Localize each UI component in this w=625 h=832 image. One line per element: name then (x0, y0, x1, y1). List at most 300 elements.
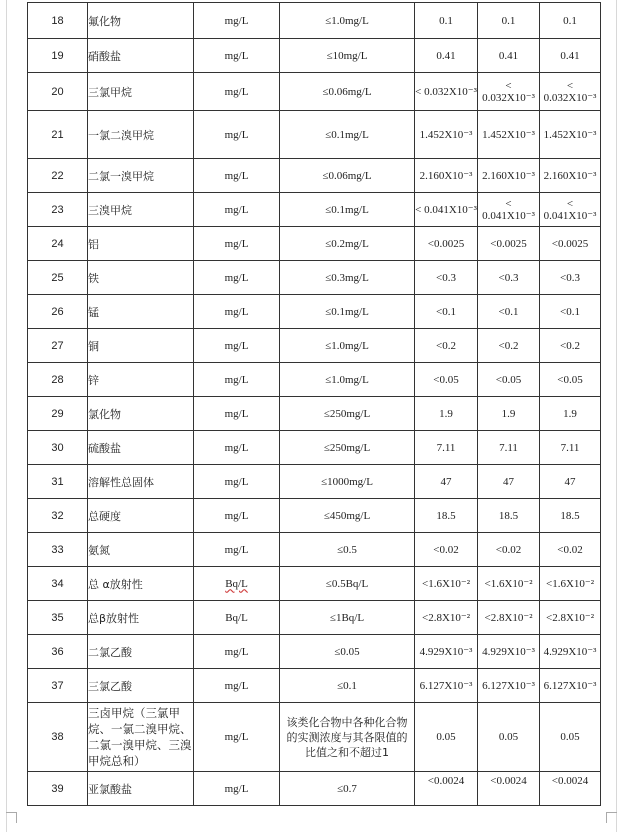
result-value-3-text: <2.8X10⁻² (545, 611, 594, 624)
result-value-2 (478, 431, 540, 465)
result-value-3 (540, 227, 601, 261)
item-name-text: 三氯甲烷 (88, 85, 132, 99)
limit-value-text: ≤1.0mg/L (325, 339, 369, 352)
item-name-text: 硝酸盐 (88, 49, 121, 63)
result-value-2 (478, 703, 540, 772)
limit-value-text: ≤0.5 (337, 543, 357, 556)
limit-value (280, 329, 415, 363)
table-row (28, 431, 601, 465)
row-number (28, 567, 88, 601)
result-value-3-text: 4.929X10⁻³ (543, 645, 597, 658)
result-value-1 (415, 261, 478, 295)
row-number-text: 28 (51, 373, 64, 386)
result-value-3 (540, 111, 601, 159)
row-number-text: 32 (51, 509, 64, 522)
item-name (88, 111, 194, 159)
result-value-3 (540, 669, 601, 703)
limit-value (280, 363, 415, 397)
result-value-1-text: 47 (440, 475, 452, 488)
table-row (28, 329, 601, 363)
result-value-2 (478, 193, 540, 227)
limit-value (280, 295, 415, 329)
unit-text: mg/L (224, 441, 249, 454)
limit-value (280, 772, 415, 806)
result-value-1-text: <0.3 (436, 271, 456, 284)
unit (194, 397, 280, 431)
limit-value-text: ≤0.5Bq/L (325, 577, 369, 590)
unit (194, 533, 280, 567)
result-value-1 (415, 567, 478, 601)
item-name-text: 铝 (88, 237, 99, 251)
result-value-2-text: <0.05 (495, 373, 522, 386)
limit-value (280, 635, 415, 669)
item-name-text: 氨氮 (88, 543, 110, 557)
result-value-1-text: <0.1 (436, 305, 456, 318)
table-row (28, 533, 601, 567)
unit-text: Bq/L (225, 611, 248, 624)
row-number (28, 703, 88, 772)
row-number (28, 431, 88, 465)
result-value-2-text: <0.02 (495, 543, 522, 556)
table-row (28, 3, 601, 39)
item-name-text: 亚氯酸盐 (88, 782, 132, 796)
result-value-2-text: <0.3 (498, 271, 519, 284)
item-name (88, 159, 194, 193)
item-name (88, 533, 194, 567)
row-number-text: 23 (51, 203, 64, 216)
result-value-1-text: 6.127X10⁻³ (419, 679, 473, 692)
result-value-1 (415, 703, 478, 772)
item-name (88, 3, 194, 39)
limit-value-text: ≤0.06mg/L (322, 85, 372, 98)
item-name-text: 总硬度 (88, 509, 121, 523)
item-name-text: 一氯二溴甲烷 (88, 128, 154, 142)
result-value-1 (415, 159, 478, 193)
result-value-2-text: 4.929X10⁻³ (482, 645, 535, 658)
table-row (28, 397, 601, 431)
result-value-1-text: 4.929X10⁻³ (419, 645, 473, 658)
row-number-text: 22 (51, 169, 64, 182)
row-number (28, 329, 88, 363)
result-value-1 (415, 73, 478, 111)
limit-value-text: ≤10mg/L (326, 49, 368, 62)
unit-text: mg/L (224, 85, 249, 98)
limit-value-text: ≤250mg/L (323, 407, 371, 420)
item-name (88, 635, 194, 669)
item-name (88, 329, 194, 363)
limit-value (280, 3, 415, 39)
unit-text: mg/L (224, 305, 249, 318)
result-value-2 (478, 3, 540, 39)
unit (194, 111, 280, 159)
result-value-1 (415, 363, 478, 397)
result-value-1-text: <1.6X10⁻² (421, 577, 470, 590)
result-value-2 (478, 635, 540, 669)
unit (194, 499, 280, 533)
row-number (28, 465, 88, 499)
item-name-text: 硫酸盐 (88, 441, 121, 455)
unit (194, 703, 280, 772)
table-row (28, 363, 601, 397)
row-number (28, 499, 88, 533)
unit (194, 227, 280, 261)
item-name-text: 锰 (88, 305, 99, 319)
row-number (28, 227, 88, 261)
result-value-1-text: 18.5 (436, 509, 456, 522)
result-value-3-text: <0.0025 (551, 237, 589, 250)
row-number (28, 193, 88, 227)
result-value-3-text: 1.9 (563, 407, 577, 420)
limit-value-text: ≤0.05 (334, 645, 360, 658)
row-number-text: 26 (51, 305, 64, 318)
result-value-2 (478, 363, 540, 397)
result-value-2-text: 1.9 (501, 407, 516, 420)
result-value-1 (415, 397, 478, 431)
result-value-3 (540, 39, 601, 73)
limit-value (280, 567, 415, 601)
item-name (88, 567, 194, 601)
item-name (88, 431, 194, 465)
page-corner-marker-left (6, 812, 17, 823)
item-name-text: 二氯一溴甲烷 (88, 169, 154, 183)
limit-value-text: ≤450mg/L (323, 509, 371, 522)
item-name-text: 总 α放射性 (88, 577, 143, 591)
result-value-2 (478, 533, 540, 567)
item-name-text: 二氯乙酸 (88, 645, 132, 659)
result-value-2-text: 0.41 (498, 49, 519, 62)
result-value-2 (478, 261, 540, 295)
limit-value-text: ≤250mg/L (323, 441, 371, 454)
result-value-1 (415, 635, 478, 669)
limit-value (280, 261, 415, 295)
row-number-text: 38 (51, 731, 64, 743)
table-row (28, 39, 601, 73)
row-number (28, 295, 88, 329)
result-value-1 (415, 3, 478, 39)
unit-text: mg/L (224, 475, 249, 488)
result-value-3-text: 0.05 (560, 731, 580, 743)
unit-text: mg/L (224, 49, 249, 62)
row-number (28, 533, 88, 567)
result-value-3-text: <0.2 (560, 339, 580, 352)
result-value-3-text: < 0.041X10⁻³ (543, 197, 597, 222)
unit-text: mg/L (224, 679, 249, 692)
result-value-2 (478, 499, 540, 533)
result-value-3 (540, 159, 601, 193)
result-value-3-text: <0.1 (560, 305, 580, 318)
unit (194, 73, 280, 111)
limit-value-text: ≤0.2mg/L (325, 237, 369, 250)
item-name (88, 73, 194, 111)
table-row (28, 601, 601, 635)
result-value-2-text: <0.0025 (490, 237, 527, 250)
row-number-text: 20 (51, 85, 64, 98)
item-name (88, 193, 194, 227)
result-value-1 (415, 669, 478, 703)
result-value-1 (415, 329, 478, 363)
result-value-2 (478, 227, 540, 261)
result-value-1-text: 7.11 (436, 441, 456, 454)
result-value-2-text: < 0.041X10⁻³ (482, 197, 535, 222)
row-number-text: 33 (51, 543, 64, 556)
item-name (88, 465, 194, 499)
unit-text: mg/L (224, 509, 249, 522)
result-value-1-text: <0.05 (433, 373, 459, 386)
item-name (88, 363, 194, 397)
page-corner-marker-right (606, 812, 617, 823)
result-value-3-text: <0.0024 (551, 775, 589, 787)
table-row (28, 295, 601, 329)
result-value-3-text: 18.5 (560, 509, 580, 522)
item-name (88, 703, 194, 772)
result-value-2 (478, 159, 540, 193)
result-value-2-text: 47 (503, 475, 514, 488)
result-value-2 (478, 567, 540, 601)
result-value-3 (540, 295, 601, 329)
result-value-2 (478, 329, 540, 363)
result-value-1 (415, 499, 478, 533)
result-value-2-text: 1.452X10⁻³ (482, 128, 535, 141)
result-value-3-text: 47 (564, 475, 576, 488)
result-value-2 (478, 669, 540, 703)
result-value-3-text: 7.11 (560, 441, 580, 454)
result-value-2-text: <0.2 (498, 339, 519, 352)
row-number (28, 601, 88, 635)
unit-text: mg/L (224, 373, 249, 386)
result-value-3 (540, 431, 601, 465)
table-row (28, 73, 601, 111)
table-row (28, 499, 601, 533)
item-name (88, 499, 194, 533)
result-value-3-text: 0.41 (560, 49, 580, 62)
result-value-1-text: 0.1 (439, 14, 453, 27)
unit (194, 363, 280, 397)
table-row (28, 193, 601, 227)
limit-value (280, 397, 415, 431)
item-name-text: 氟化物 (88, 14, 121, 28)
item-name (88, 261, 194, 295)
unit (194, 567, 280, 601)
limit-value-text: ≤0.1mg/L (325, 305, 369, 318)
limit-value-text: ≤0.3mg/L (325, 271, 369, 284)
row-number (28, 261, 88, 295)
limit-value (280, 533, 415, 567)
result-value-2 (478, 601, 540, 635)
item-name (88, 669, 194, 703)
result-value-1-text: <2.8X10⁻² (421, 611, 470, 624)
limit-value-text: ≤0.7 (337, 782, 357, 795)
unit (194, 431, 280, 465)
result-value-1-text: <0.02 (433, 543, 459, 556)
result-value-1-text: 1.452X10⁻³ (419, 128, 473, 141)
result-value-1-text: < 0.041X10⁻³ (415, 203, 477, 216)
unit (194, 669, 280, 703)
result-value-3-text: < 0.032X10⁻³ (543, 79, 597, 104)
row-number (28, 159, 88, 193)
result-value-3 (540, 363, 601, 397)
row-number (28, 772, 88, 806)
result-value-3-text: 1.452X10⁻³ (543, 128, 597, 141)
result-value-2-text: 6.127X10⁻³ (482, 679, 535, 692)
result-value-3 (540, 397, 601, 431)
result-value-3-text: <1.6X10⁻² (545, 577, 594, 590)
unit (194, 601, 280, 635)
item-name-text: 三卤甲烷（三氯甲烷、一氯二溴甲烷、二氯一溴甲烷、三溴甲烷总和） (88, 706, 192, 768)
row-number-text: 34 (51, 577, 64, 590)
unit-text: mg/L (224, 203, 249, 216)
unit (194, 295, 280, 329)
row-number-text: 39 (51, 782, 64, 795)
result-value-2-text: <0.1 (498, 305, 519, 318)
result-value-3 (540, 193, 601, 227)
unit-text: Bq/L (225, 577, 248, 590)
result-value-1 (415, 111, 478, 159)
item-name (88, 295, 194, 329)
result-value-3-text: <0.05 (557, 373, 583, 386)
water-quality-results-table (27, 2, 601, 806)
item-name-text: 溶解性总固体 (88, 475, 154, 489)
result-value-3-text: 6.127X10⁻³ (543, 679, 597, 692)
result-value-1 (415, 465, 478, 499)
page-right-edge (616, 0, 617, 832)
item-name (88, 772, 194, 806)
unit (194, 193, 280, 227)
result-value-3 (540, 73, 601, 111)
table-row (28, 703, 601, 772)
result-value-1 (415, 39, 478, 73)
item-name-text: 总β放射性 (88, 611, 140, 625)
row-number-text: 30 (51, 441, 64, 454)
row-number (28, 73, 88, 111)
unit (194, 261, 280, 295)
item-name-text: 氯化物 (88, 407, 121, 421)
unit-text: mg/L (224, 169, 249, 182)
result-value-1-text: 0.41 (436, 49, 456, 62)
unit-text: mg/L (224, 271, 249, 284)
result-value-2 (478, 111, 540, 159)
result-value-2 (478, 73, 540, 111)
result-value-1-text: 1.9 (439, 407, 453, 420)
result-value-1-text: <0.0024 (427, 775, 465, 787)
unit-text: mg/L (224, 407, 249, 420)
table-row (28, 261, 601, 295)
unit (194, 772, 280, 806)
result-value-2-text: <1.6X10⁻² (484, 577, 533, 590)
result-value-3 (540, 567, 601, 601)
limit-value-text: ≤0.1mg/L (325, 128, 369, 141)
result-value-3 (540, 703, 601, 772)
limit-value (280, 73, 415, 111)
item-name (88, 39, 194, 73)
result-value-3 (540, 465, 601, 499)
page-left-edge (6, 0, 7, 832)
limit-value-text: ≤1Bq/L (329, 611, 365, 624)
table-row (28, 669, 601, 703)
unit-text: mg/L (224, 14, 249, 27)
row-number-text: 31 (51, 475, 64, 488)
result-value-3 (540, 533, 601, 567)
unit-text: mg/L (224, 128, 249, 141)
result-value-2 (478, 397, 540, 431)
limit-value (280, 159, 415, 193)
row-number-text: 29 (51, 407, 64, 420)
row-number (28, 363, 88, 397)
result-value-2 (478, 295, 540, 329)
result-value-3 (540, 261, 601, 295)
row-number-text: 25 (51, 271, 64, 284)
table-row (28, 465, 601, 499)
result-value-3 (540, 329, 601, 363)
result-value-2 (478, 772, 540, 806)
result-value-2-text: 2.160X10⁻³ (482, 169, 535, 182)
unit (194, 159, 280, 193)
result-value-1-text: 0.05 (436, 731, 456, 743)
table-row (28, 567, 601, 601)
row-number-text: 27 (51, 339, 64, 352)
unit-text: mg/L (224, 731, 249, 743)
result-value-1 (415, 227, 478, 261)
item-name-text: 三氯乙酸 (88, 679, 132, 693)
result-value-1 (415, 533, 478, 567)
limit-value-text: ≤1.0mg/L (325, 373, 369, 386)
result-value-1-text: <0.0025 (427, 237, 465, 250)
limit-value-text: ≤0.1mg/L (325, 203, 369, 216)
result-value-2 (478, 465, 540, 499)
row-number (28, 635, 88, 669)
table-row (28, 227, 601, 261)
result-value-2 (478, 39, 540, 73)
row-number-text: 36 (51, 645, 64, 658)
result-value-1 (415, 772, 478, 806)
result-value-3-text: 0.1 (563, 14, 577, 27)
unit (194, 465, 280, 499)
item-name (88, 601, 194, 635)
limit-value-text: ≤1.0mg/L (325, 14, 369, 27)
result-value-2-text: 0.1 (501, 14, 516, 27)
limit-value (280, 193, 415, 227)
unit-text: mg/L (224, 645, 249, 658)
limit-value (280, 669, 415, 703)
result-value-2-text: 7.11 (499, 441, 518, 454)
result-value-3 (540, 601, 601, 635)
unit (194, 3, 280, 39)
row-number-text: 24 (51, 237, 64, 250)
unit (194, 39, 280, 73)
result-value-1 (415, 431, 478, 465)
table-body (28, 3, 601, 806)
unit-text: mg/L (224, 339, 249, 352)
limit-value-text: ≤0.1 (337, 679, 357, 692)
row-number (28, 111, 88, 159)
result-value-1-text: 2.160X10⁻³ (419, 169, 473, 182)
limit-value-text: ≤0.06mg/L (322, 169, 372, 182)
row-number (28, 397, 88, 431)
result-value-1 (415, 295, 478, 329)
limit-value-text: ≤1000mg/L (321, 475, 373, 488)
result-value-3 (540, 499, 601, 533)
item-name-text: 三溴甲烷 (88, 203, 132, 217)
limit-value (280, 601, 415, 635)
item-name-text: 铁 (88, 271, 99, 285)
result-value-1-text: < 0.032X10⁻³ (415, 85, 477, 98)
result-value-1 (415, 601, 478, 635)
unit (194, 329, 280, 363)
limit-value (280, 499, 415, 533)
result-value-3 (540, 635, 601, 669)
unit-text: mg/L (224, 543, 249, 556)
limit-value (280, 111, 415, 159)
table-row (28, 635, 601, 669)
